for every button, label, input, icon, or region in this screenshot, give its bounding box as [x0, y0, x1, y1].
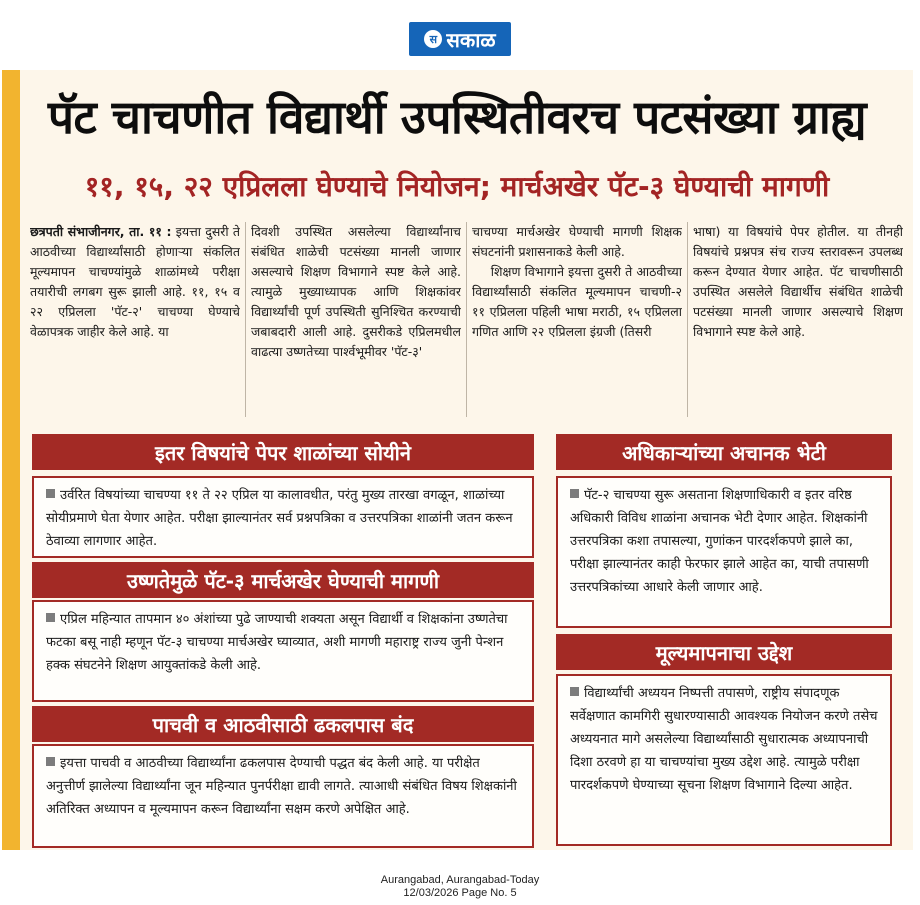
logo-emblem-icon: स — [424, 30, 442, 48]
section-body-heat-demand: एप्रिल महिन्यात तापमान ४० अंशांच्या पुढे जाण्याची शक्यता असून विद्यार्थी व शिक्षकांना उष्णतेचा फटका बसू नाही म्हणून पॅट-३ चाचण्या मार्चअखेर घ्याव्यात, अशी मागणी महाराष्ट्र राज्य जुनी पेन्शन हक्क संघटनेने शिक्षण आयुक्तांकडे केली आहे. — [46, 612, 508, 673]
section-title-other-subjects: इतर विषयांचे पेपर शाळांच्या सोयीने — [32, 434, 534, 470]
dateline: छत्रपती संभाजीनगर, ता. ११ : — [30, 224, 172, 239]
lead-column-3-text-a: चाचण्या मार्चअखेर घेण्याची मागणी शिक्षक संघटनांनी प्रशासनाकडे केली आहे. — [472, 224, 682, 259]
column-rule — [466, 222, 467, 417]
bullet-icon — [46, 489, 55, 498]
lead-column-2: दिवशी उपस्थित असलेल्या विद्यार्थ्यांनाच संबंधित शाळेची पटसंख्या मानली जाणार असल्याचे शिक्षण विभागाने स्पष्ट केले आहे. त्यामुळे मुख्याध्यापक आणि शिक्षकांवर विद्यार्थ्यांची पूर्ण उपस्थिती सुनिश्चित करण्याची जबाबदारी आली आहे. दुसरीकडे एप्रिलमधील वाढत्या उष्णतेच्या पार्श्वभूमीवर 'पॅट-३' — [251, 224, 461, 359]
subheadline: ११, १५, २२ एप्रिलला घेण्याचे नियोजन; मार्चअखेर पॅट-३ घेण्याची मागणी — [84, 170, 830, 203]
lead-column-1 — [30, 222, 240, 422]
logo-text: सकाळ — [446, 27, 496, 52]
section-box-evaluation-purpose — [556, 674, 892, 846]
section-box-no-detention — [32, 744, 534, 848]
lead-column-1-text: इयत्ता दुसरी ते आठवीच्या विद्यार्थ्यांसाठी होणाऱ्या संकलित मूल्यमापन चाचण्यांमुळे शाळांमध्ये परीक्षा तयारीची लगबग सुरू झाली आहे. ११, १५ व २२ एप्रिलला 'पॅट-२' चाचण्या घेण्याचे वेळापत्रक जाहीर केले आहे. या — [30, 224, 240, 339]
section-box-surprise-visits — [556, 476, 892, 628]
section-title-surprise-visits: अधिकाऱ्यांच्या अचानक भेटी — [556, 434, 892, 470]
footer-date-page: 12/03/2026 Page No. 5 — [403, 887, 517, 899]
bullet-icon — [46, 757, 55, 766]
section-body-no-detention: इयत्ता पाचवी व आठवीच्या विद्यार्थ्यांना ढकलपास देण्याची पद्धत बंद केली आहे. या परीक्षेत अनुत्तीर्ण झालेल्या विद्यार्थ्यांना जून महिन्यात पुनर्परीक्षा द्यावी लागते. त्याआधी संबंधित विषय शिक्षकांनी अतिरिक्त अध्यापन व मूल्यमापन करून विद्यार्थ्यांना सक्षम करणे अपेक्षित आहे. — [46, 756, 517, 817]
bullet-icon — [46, 613, 55, 622]
column-rule — [245, 222, 246, 417]
section-title-heat-demand: उष्णतेमुळे पॅट-३ मार्चअखेर घेण्याची मागणी — [32, 562, 534, 598]
lead-column-3-text-b: शिक्षण विभागाने इयत्ता दुसरी ते आठवीच्या विद्यार्थ्यांसाठी संकलित मूल्यमापन चाचणी-२ ११ एप्रिलला पहिली भाषा मराठी, १५ एप्रिलला गणित आणि २२ एप्रिलला इंग्रजी (तिसरी — [472, 264, 682, 339]
section-body-other-subjects: उर्वरित विषयांच्या चाचण्या ११ ते २२ एप्रिल या कालावधीत, परंतु मुख्य तारखा वगळून, शाळांच्या सोयीप्रमाणे घेता येणार आहेत. परीक्षा झाल्यानंतर सर्व प्रश्नपत्रिका व उत्तरपत्रिका शाळांनी जतन करून ठेवाव्या लागणार आहेत. — [46, 488, 513, 549]
section-title-evaluation-purpose: मूल्यमापनाचा उद्देश — [556, 634, 892, 670]
section-box-other-subjects — [32, 476, 534, 558]
bullet-icon — [570, 687, 579, 696]
footer-caption — [310, 874, 610, 900]
section-body-surprise-visits: पॅट-२ चाचण्या सुरू असताना शिक्षणाधिकारी व इतर वरिष्ठ अधिकारी विविध शाळांना अचानक भेटी देणार आहेत. शिक्षकांनी उत्तरपत्रिका कशा तपासल्या, गुणांकन पारदर्शकपणे झाले का, परीक्षा झाल्यानंतर काही फेरफार झाले आहेत का, याची तपासणी उत्तरपत्रिकांच्या आधारे केली जाणार आहे. — [570, 488, 869, 595]
column-rule — [687, 222, 688, 417]
headline: पॅट चाचणीत विद्यार्थी उपस्थितीवरच पटसंख्या ग्राह्य — [47, 90, 867, 144]
section-title-no-detention: पाचवी व आठवीसाठी ढकलपास बंद — [32, 706, 534, 742]
sakal-logo — [409, 22, 511, 56]
lead-column-3 — [472, 222, 682, 422]
bullet-icon — [570, 489, 579, 498]
accent-bar — [2, 70, 20, 850]
lead-column-4: भाषा) या विषयांचे पेपर होतील. या तीनही विषयांचे प्रश्नपत्र संच राज्य स्तरावरून उपलब्ध करून देण्यात येणार आहेत. पॅट चाचणीसाठी उपस्थित असलेले विद्यार्थीच संबंधित शाळेची पटसंख्या मानली जाणार असल्याचे शिक्षण विभागाने स्पष्ट केले आहे. — [693, 224, 903, 339]
section-box-heat-demand — [32, 600, 534, 702]
footer-edition: Aurangabad, Aurangabad-Today — [380, 874, 540, 886]
section-body-evaluation-purpose: विद्यार्थ्यांची अध्ययन निष्पत्ती तपासणे, राष्ट्रीय संपादणूक सर्वेक्षणात कामगिरी सुधारण्यासाठी आवश्यक नियोजन करणे तसेच अध्ययनात मागे असलेल्या विद्यार्थ्यांसाठी सुधारात्मक अध्यापनाची दिशा ठरवणे हा या चाचण्यांचा मुख्य उद्देश आहे. त्यामुळे परीक्षा पारदर्शकपणे घेण्याच्या सूचना शिक्षण विभागाने दिल्या आहेत. — [570, 686, 878, 793]
